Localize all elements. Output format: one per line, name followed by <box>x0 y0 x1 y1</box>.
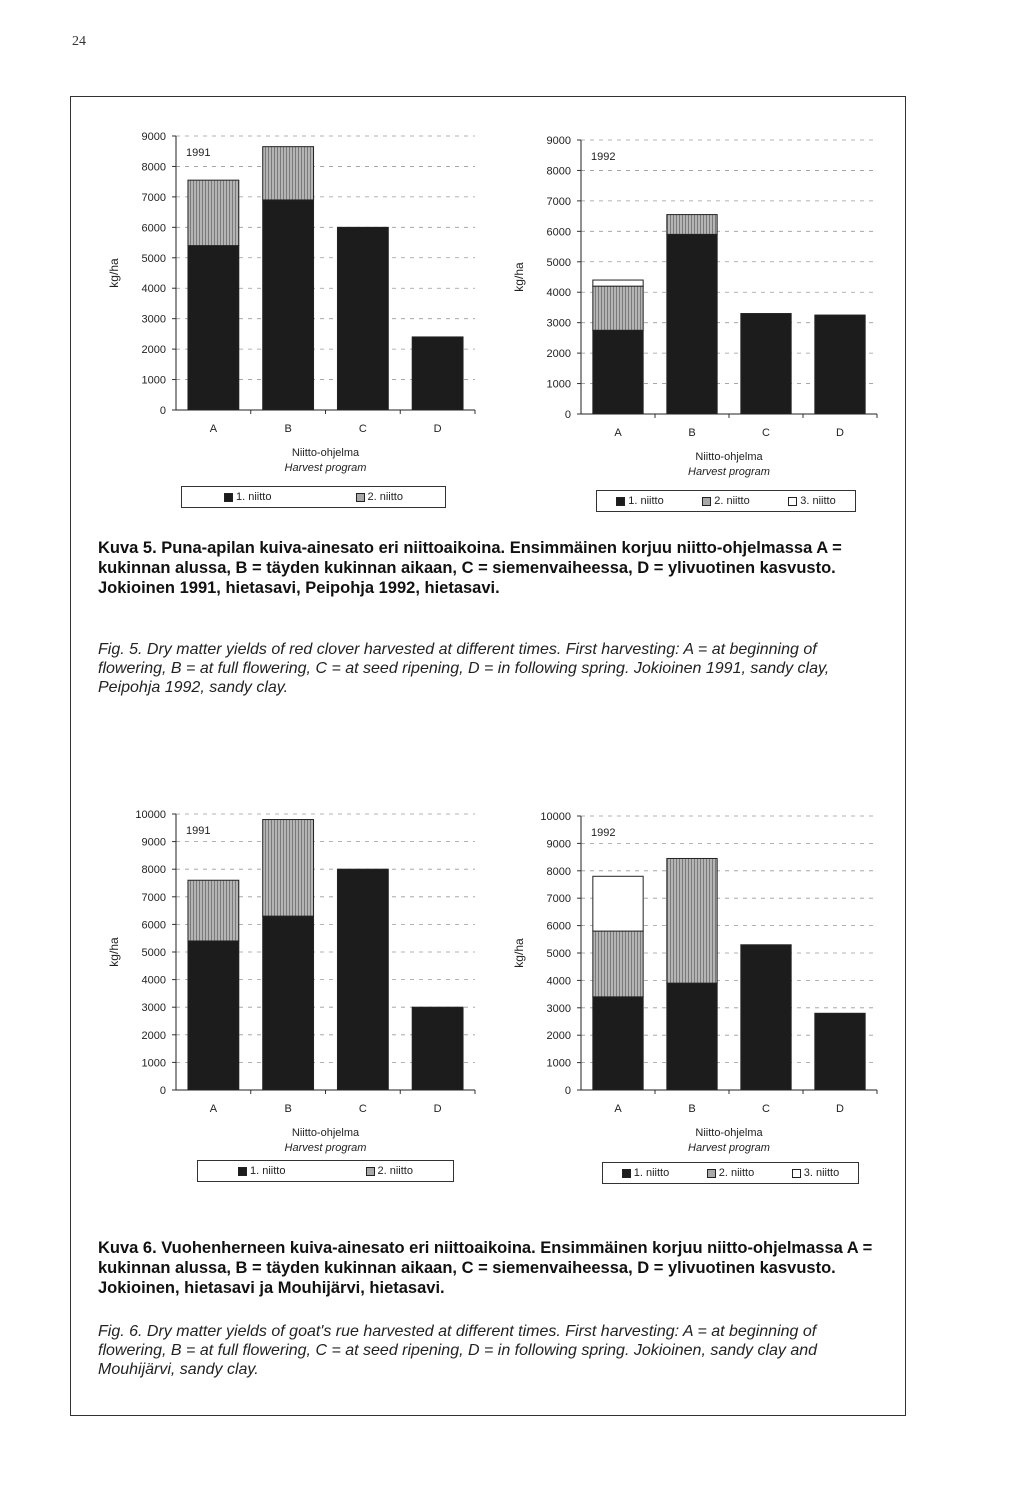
x-axis-label-en: Harvest program <box>688 466 770 478</box>
y-tick-label: 10000 <box>135 809 166 821</box>
bar-A-cut1 <box>593 997 643 1090</box>
x-axis-label: Niitto-ohjelma <box>291 1127 360 1139</box>
legend-fig5-1992 <box>596 490 856 512</box>
y-tick-label: 6000 <box>546 226 571 239</box>
y-tick-label: 5000 <box>141 947 166 959</box>
y-tick-label: 4000 <box>546 287 571 300</box>
y-axis-label: kg/ha <box>107 258 121 288</box>
y-tick-label: 4000 <box>141 974 166 987</box>
y-axis-label: kg/ha <box>512 262 526 292</box>
bar-C-cut1 <box>337 227 388 410</box>
x-tick-label: C <box>762 427 770 439</box>
swatch-cut2 <box>707 1169 716 1178</box>
bar-A-cut3 <box>593 876 643 931</box>
caption-fig6-en: Fig. 6. Dry matter yields of goat's rue harvested at different times. First harvesting: A = at beginning of flowering, B = at full flowering, C = at seed ripening, D = in following spring. Jokioinen, sandy clay and Mouhijärvi, sandy clay. <box>98 1323 818 1378</box>
y-tick-label: 7000 <box>141 891 166 904</box>
bar-B-cut1 <box>667 983 717 1090</box>
bar-C-cut1 <box>741 314 791 414</box>
bar-A-cut2 <box>593 286 643 330</box>
legend-label-cut2: 2. niitto <box>714 495 750 507</box>
bar-C-cut1 <box>741 945 791 1090</box>
legend-fig6-1992 <box>602 1162 859 1184</box>
y-tick-label: 10000 <box>540 811 571 823</box>
swatch-cut2 <box>356 493 365 502</box>
y-tick-label: 3000 <box>546 317 571 330</box>
bar-B-cut2 <box>263 820 314 917</box>
bar-A-cut2 <box>593 931 643 997</box>
legend-item-cut2 <box>366 1165 413 1177</box>
x-axis-label: Niitto-ohjelma <box>695 451 763 463</box>
x-tick-label: B <box>284 423 292 435</box>
y-tick-label: 6000 <box>546 920 571 933</box>
y-tick-label: 9000 <box>141 836 166 849</box>
x-tick-label: D <box>433 423 442 435</box>
y-tick-label: 8000 <box>546 165 571 178</box>
legend-fig6-1991 <box>197 1160 454 1182</box>
swatch-cut1 <box>622 1169 631 1178</box>
chart-fig5-1992 <box>505 128 890 486</box>
y-tick-label: 4000 <box>546 975 571 988</box>
y-axis-label: kg/ha <box>512 938 526 968</box>
x-tick-label: B <box>284 1103 292 1115</box>
y-tick-label: 7000 <box>546 893 571 906</box>
x-tick-label: C <box>762 1103 770 1115</box>
bar-A-cut1 <box>593 330 643 414</box>
y-tick-label: 5000 <box>546 948 571 960</box>
y-tick-label: 2000 <box>141 1029 166 1042</box>
y-tick-label: 5000 <box>141 252 166 265</box>
legend-label-cut1: 1. niitto <box>633 1167 670 1179</box>
year-label: 1992 <box>591 151 616 163</box>
bar-D-cut1 <box>412 337 463 410</box>
legend-label-cut2: 2. niitto <box>718 1167 755 1179</box>
legend-fig5-1991 <box>181 486 446 508</box>
x-tick-label: A <box>209 423 218 435</box>
swatch-cut3 <box>792 1169 801 1178</box>
y-tick-label: 0 <box>159 405 166 417</box>
x-tick-label: C <box>358 1103 367 1115</box>
y-tick-label: 0 <box>564 409 571 421</box>
legend-item-cut2 <box>356 491 403 503</box>
y-tick-label: 3000 <box>141 1002 166 1015</box>
y-tick-label: 1000 <box>546 1057 571 1070</box>
swatch-cut1 <box>238 1167 247 1176</box>
year-label: 1992 <box>591 827 616 839</box>
bar-A-cut1 <box>188 941 239 1090</box>
bar-D-cut1 <box>412 1007 463 1090</box>
bar-C-cut1 <box>337 869 388 1090</box>
x-tick-label: A <box>209 1103 218 1115</box>
y-tick-label: 6000 <box>141 919 166 932</box>
x-tick-label: D <box>836 427 844 439</box>
caption-fig6-fi: Kuva 6. Vuohenherneen kuiva-ainesato eri niittoaikoina. Ensimmäinen korjuu niitto-ohjelmassa A = kukinnan alussa, B = täyden kukinnan aikaan, C = siemenvaiheessa, D = ylivuotinen kasvusto. Jokioinen, hietasavi ja Mouhijärvi, hietasavi. <box>98 1239 873 1297</box>
x-tick-label: B <box>688 1103 696 1115</box>
x-axis-label: Niitto-ohjelma <box>695 1127 763 1139</box>
y-tick-label: 3000 <box>141 313 166 326</box>
x-axis-label-en: Harvest program <box>284 462 367 474</box>
legend-label-cut1: 1. niitto <box>236 491 272 503</box>
swatch-cut2 <box>366 1167 375 1176</box>
swatch-cut3 <box>788 497 797 506</box>
swatch-cut2 <box>702 497 711 506</box>
y-tick-label: 2000 <box>546 1030 571 1043</box>
x-tick-label: C <box>358 423 367 435</box>
y-tick-label: 9000 <box>546 135 571 147</box>
x-tick-label: B <box>688 427 696 439</box>
y-tick-label: 7000 <box>141 191 166 204</box>
x-axis-label-en: Harvest program <box>688 1142 770 1154</box>
bar-B-cut2 <box>263 147 314 200</box>
y-tick-label: 5000 <box>546 256 571 269</box>
legend-label-cut3: 3. niitto <box>800 495 836 507</box>
x-tick-label: A <box>614 427 622 439</box>
y-tick-label: 1000 <box>141 374 166 387</box>
y-tick-label: 0 <box>159 1085 166 1097</box>
y-tick-label: 9000 <box>546 838 571 851</box>
legend-item-cut2 <box>702 495 749 507</box>
x-axis-label: Niitto-ohjelma <box>291 447 360 459</box>
legend-label-cut1: 1. niitto <box>250 1165 286 1177</box>
legend-item-cut1 <box>622 1167 669 1179</box>
bar-B-cut1 <box>263 916 314 1090</box>
bar-D-cut1 <box>815 1013 865 1090</box>
y-tick-label: 2000 <box>141 344 166 357</box>
caption-fig5-fi: Kuva 5. Puna-apilan kuiva-ainesato eri niittoaikoina. Ensimmäinen korjuu niitto-ohjelmassa A = kukinnan alussa, B = täyden kukinnan aikaan, C = siemenvaiheessa, D = ylivuotinen kasvusto. Jokioinen 1991, hietasavi, Peipohja 1992, hietasavi. <box>98 539 842 597</box>
bar-B-cut1 <box>263 200 314 410</box>
bar-B-cut1 <box>667 234 717 414</box>
year-label: 1991 <box>186 825 211 837</box>
page-number: 24 <box>72 34 86 49</box>
chart-fig6-1991 <box>100 806 490 1162</box>
y-tick-label: 1000 <box>141 1057 166 1070</box>
y-axis-label: kg/ha <box>107 937 121 967</box>
swatch-cut1 <box>224 493 233 502</box>
bar-D-cut1 <box>815 315 865 414</box>
x-tick-label: D <box>836 1103 844 1115</box>
bar-B-cut2 <box>667 858 717 983</box>
bar-A-cut3 <box>593 280 643 286</box>
y-tick-label: 9000 <box>141 131 166 143</box>
x-tick-label: D <box>433 1103 442 1115</box>
legend-label-cut1: 1. niitto <box>628 495 664 507</box>
legend-item-cut3 <box>788 495 835 507</box>
year-label: 1991 <box>186 147 211 159</box>
legend-item-cut1 <box>616 495 663 507</box>
chart-fig5-1991 <box>100 128 490 483</box>
y-tick-label: 3000 <box>546 1002 571 1015</box>
y-tick-label: 7000 <box>546 195 571 208</box>
y-tick-label: 8000 <box>546 865 571 878</box>
y-tick-label: 8000 <box>141 161 166 174</box>
caption-fig5-en: Fig. 5. Dry matter yields of red clover harvested at different times. First harvesting: A = at beginning of flowering, B = at full flowering, C = at seed ripening, D = in following spring. Jokioinen 1991, sandy clay, Peipohja 1992, sandy clay. <box>98 641 830 696</box>
legend-item-cut2 <box>707 1167 754 1179</box>
legend-label-cut2: 2. niitto <box>367 491 403 503</box>
y-tick-label: 4000 <box>141 283 166 296</box>
legend-label-cut2: 2. niitto <box>377 1165 413 1177</box>
swatch-cut1 <box>616 497 625 506</box>
y-tick-label: 6000 <box>141 222 166 235</box>
legend-item-cut1 <box>238 1165 285 1177</box>
chart-fig6-1992 <box>505 806 890 1162</box>
legend-label-cut3: 3. niitto <box>803 1167 840 1179</box>
y-tick-label: 1000 <box>546 378 571 391</box>
y-tick-label: 0 <box>564 1085 571 1097</box>
y-tick-label: 2000 <box>546 348 571 361</box>
bar-A-cut2 <box>188 880 239 941</box>
bar-A-cut2 <box>188 180 239 245</box>
legend-item-cut1 <box>224 491 271 503</box>
bar-A-cut1 <box>188 246 239 410</box>
bar-B-cut2 <box>667 215 717 235</box>
y-tick-label: 8000 <box>141 864 166 877</box>
x-axis-label-en: Harvest program <box>284 1142 367 1154</box>
x-tick-label: A <box>614 1103 622 1115</box>
legend-item-cut3 <box>792 1167 839 1179</box>
